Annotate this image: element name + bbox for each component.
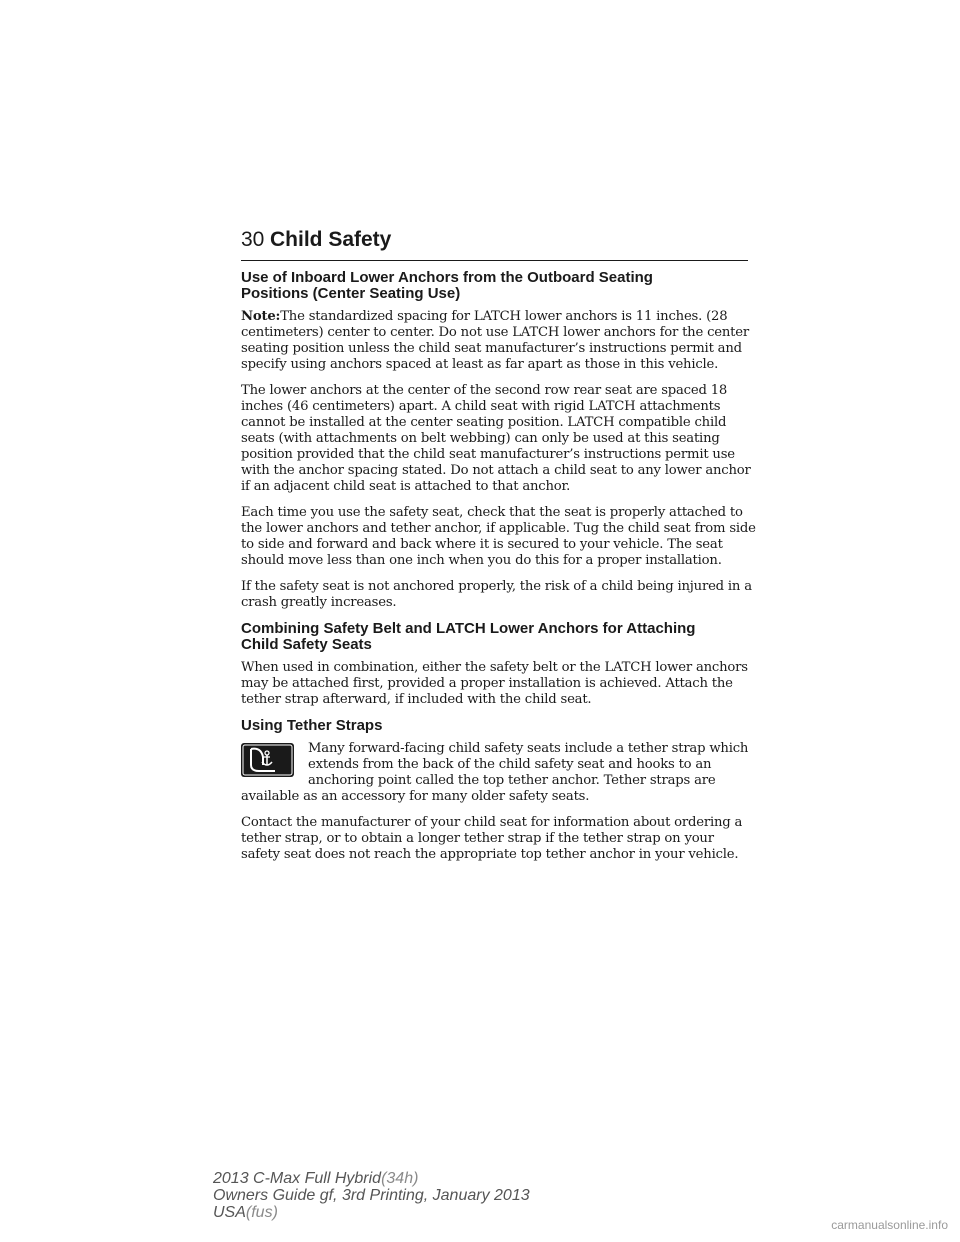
heading-tether-straps: Using Tether Straps <box>241 717 383 734</box>
footer-line-market: USA(fus) <box>213 1204 278 1221</box>
page-content <box>241 270 756 873</box>
paragraph-check-seat: Each time you use the safety seat, check that the seat is properly attached to the lower anchors and tether anchor, if applicable. Tug the child seat from side to side and forward and back where it is secured to your vehicle. The seat should move less than one inch when you do this for a proper installation. <box>241 505 756 568</box>
section-title: Child Safety <box>270 228 392 251</box>
page-header <box>241 228 748 261</box>
tether-block <box>241 741 756 805</box>
note-paragraph <box>241 309 756 373</box>
page-footer <box>213 1170 530 1221</box>
paragraph-contact-manufacturer: Contact the manufacturer of your child seat for information about ordering a tether strap, or to obtain a longer tether strap if the tether strap on your safety seat does not reach the appropriate top tether anchor in your vehicle. <box>241 815 743 862</box>
note-label: Note: <box>241 309 281 324</box>
footer-line-model: 2013 C-Max Full Hybrid(34h) <box>213 1170 419 1187</box>
paragraph-risk: If the safety seat is not anchored properly, the risk of a child being injured in a crash greatly increases. <box>241 579 752 610</box>
paragraph-combination: When used in combination, either the safety belt or the LATCH lower anchors may be attached first, provided a proper installation is achieved. Attach the tether strap afterward, if included with the child seat. <box>241 660 748 707</box>
heading-inboard-anchors: Use of Inboard Lower Anchors from the Outboard Seating Positions (Center Seating Use) <box>241 269 653 302</box>
heading-combining: Combining Safety Belt and LATCH Lower Anchors for Attaching Child Safety Seats <box>241 620 696 653</box>
footer-line-printing: Owners Guide gf, 3rd Printing, January 2013 <box>213 1187 530 1204</box>
note-text: The standardized spacing for LATCH lower anchors is 11 inches. (28 centimeters) center to center. Do not use LATCH lower anchors for the center seating position unless the child seat manufacturer’s instructions permit and specify using anchors spaced at least as far apart as those in this vehicle. <box>241 309 749 372</box>
page-number: 30 <box>241 228 265 251</box>
paragraph-anchor-spacing: The lower anchors at the center of the second row rear seat are spaced 18 inches (46 centimeters) apart. A child seat with rigid LATCH attachments cannot be installed at the center seating position. LATCH compatible child seats (with attachments on belt webbing) can only be used at this seating position provided that the child seat manufacturer’s instructions permit use with the anchor spacing stated. Do not attach a child seat to any lower anchor if an adjacent child seat is attached to that anchor. <box>241 383 751 494</box>
watermark: carmanualsonline.info <box>831 1218 948 1232</box>
paragraph-tether-intro: Many forward-facing child safety seats include a tether strap which extends from the back of the child safety seat and hooks to an anchoring point called the top tether anchor. Tether straps are available as an accessory for many older safety seats. <box>241 741 749 804</box>
tether-anchor-icon <box>241 743 294 777</box>
